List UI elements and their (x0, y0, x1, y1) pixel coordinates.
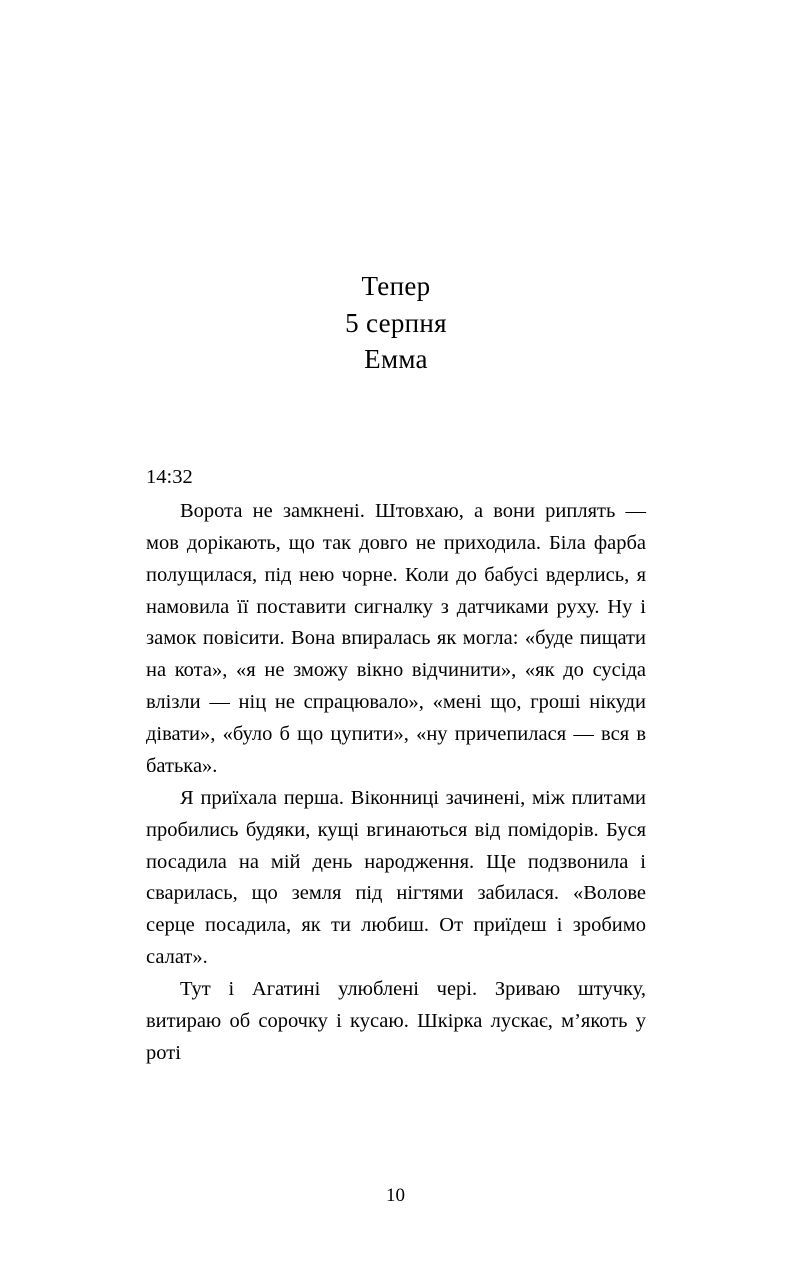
body-text (146, 462, 646, 1070)
paragraph: Ворота не замкнені. Штовхаю, а вони риплять — мов дорікають, що так довго не приходила. Біла фарба полущилася, під нею чорне. Коли до бабусі вдерлись, я намовила її поставити сигналку з датчиками руху. Ну і замок повісити. Вона впиралась як могла: «буде пищати на кота», «я не зможу вікно відчинити», «як до сусіда влізли — ніц не спрацювало», «мені що, гроші нікуди дівати», «було б що цупити», «ну причепилася — вся в батька». (146, 499, 646, 777)
page-number: 10 (386, 1185, 405, 1206)
timestamp-label: 14:32 (146, 466, 193, 489)
chapter-heading (146, 268, 646, 378)
paragraph: Я приїхала перша. Віконниці зачинені, між плитами пробились будяки, кущі вгинаються від помідорів. Буся посадила на мій день народження. Ще подзвонила і сварилась, що земля під нігтями забилася. «Волове серце посадила, як ти любиш. От приїдеш і зробимо салат». (146, 786, 646, 969)
paragraph: Тут і Агатині улюблені чері. Зриваю штучку, витираю об сорочку і кусаю. Шкірка лускає, м’якоть у роті (146, 978, 646, 1064)
heading-line-narrator: Емма (364, 344, 428, 375)
heading-line-section: Тепер (361, 271, 431, 301)
heading-line-date: 5 серпня (345, 307, 447, 338)
page-content (146, 0, 646, 1070)
